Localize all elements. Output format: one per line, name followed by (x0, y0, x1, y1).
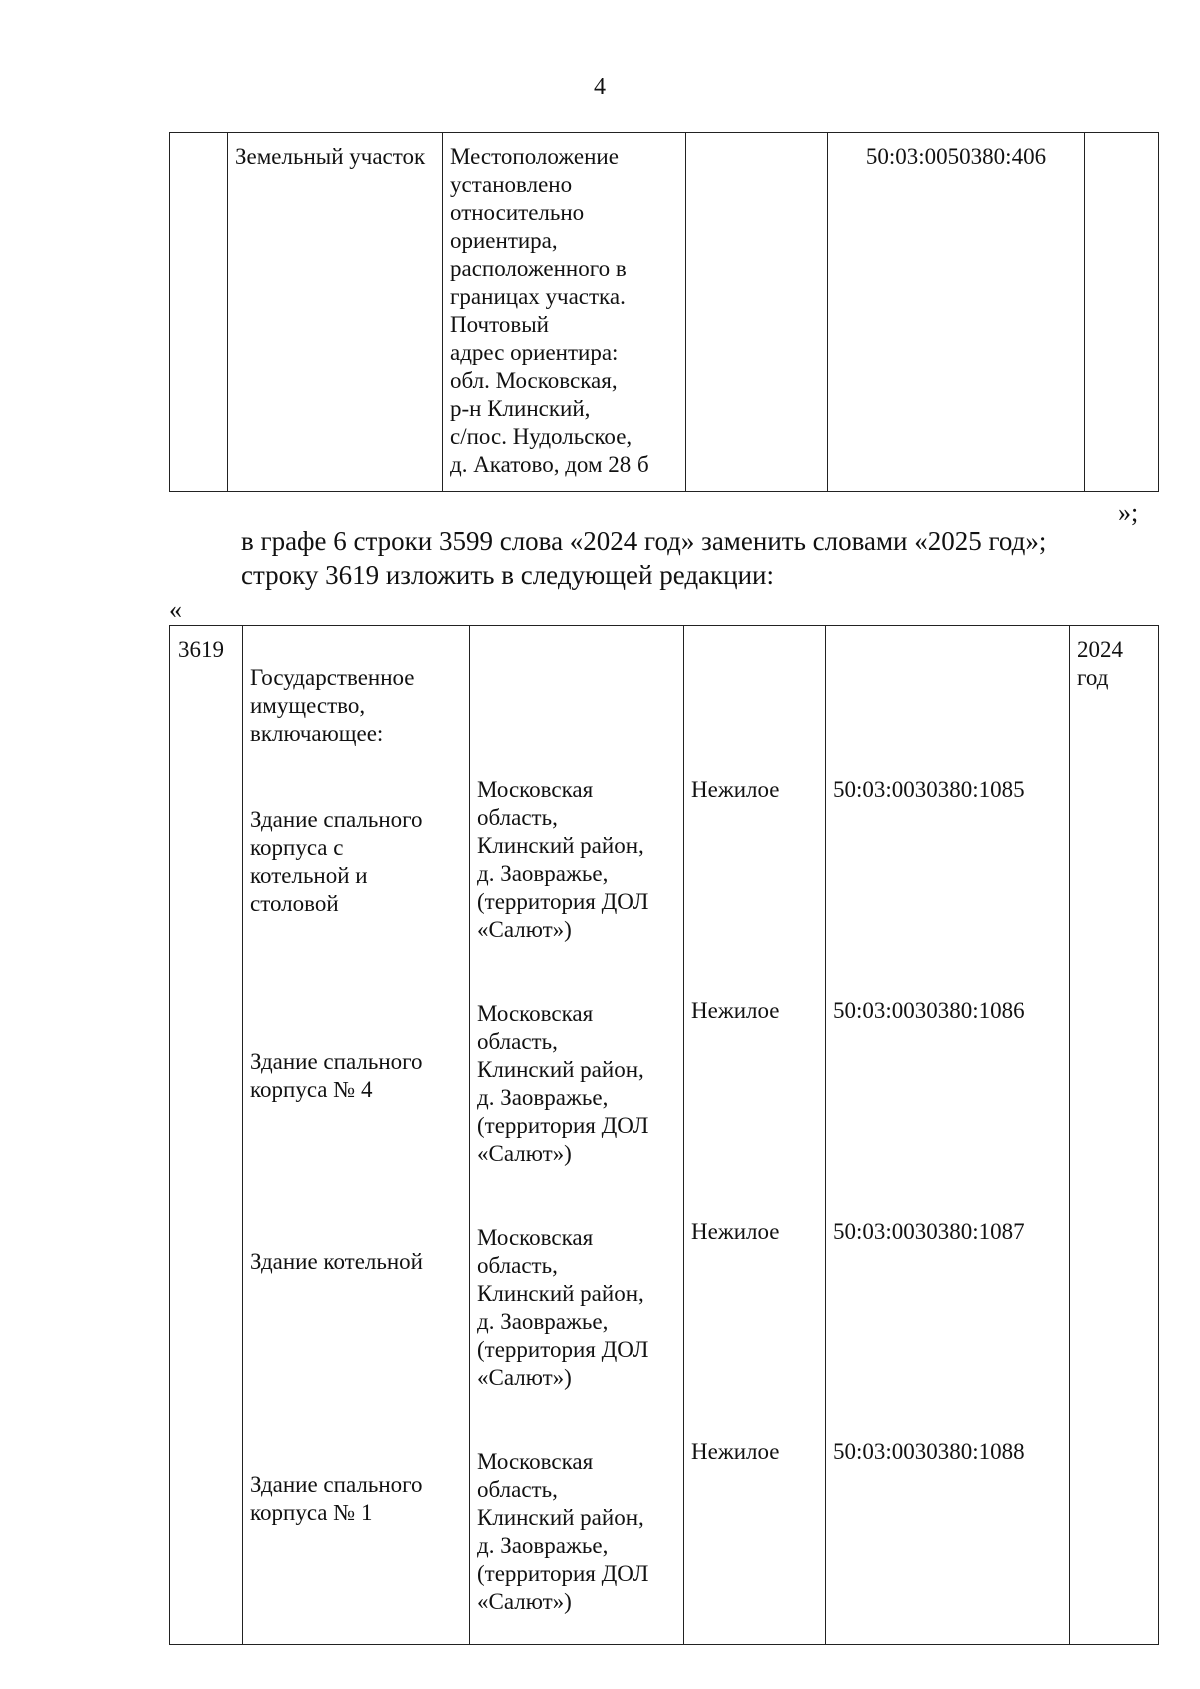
row-number-cell: 3619 (170, 626, 243, 1645)
item-address: Московская область, Клинский район, д. Заовражье, (территория ДОЛ «Салют») (477, 1001, 649, 1166)
object-name-cell: Земельный участок (228, 133, 443, 492)
item-cadastral-number: 50:03:0030380:1086 (833, 998, 1025, 1023)
purpose-cell (686, 133, 828, 492)
closing-quote: »; (1118, 498, 1139, 527)
opening-quote: « (169, 595, 182, 624)
item-name: Здание спального корпуса с котельной и столовой (250, 807, 423, 916)
row-number-cell (170, 133, 228, 492)
property-group-title: Государственное имущество, включающее: (250, 665, 415, 746)
item-address: Московская область, Клинский район, д. Заовражье, (территория ДОЛ «Салют») (477, 1225, 649, 1390)
table-row (170, 133, 1159, 492)
cadastral-number-cell: 50:03:0050380:406 (828, 133, 1085, 492)
item-name: Здание котельной (250, 1249, 423, 1274)
address-cell (470, 626, 684, 1645)
address-cell: Местоположение установлено относительно ориентира, расположенного в границах участка. Почтовый адрес ориентира: обл. Московская, р-н Клинский, с/пос. Нудольское, д. Акатово, дом 28 б (443, 133, 686, 492)
year-cell: 2024 год (1070, 626, 1159, 1645)
cadastral-number-cell (826, 626, 1070, 1645)
page-number: 4 (594, 74, 606, 100)
item-purpose: Нежилое (691, 998, 780, 1023)
property-table-row-3619 (169, 625, 1159, 1645)
table-row (170, 626, 1159, 1645)
item-name: Здание спального корпуса № 1 (250, 1472, 423, 1525)
property-table-continued (169, 132, 1159, 492)
purpose-cell (684, 626, 826, 1645)
year-cell (1085, 133, 1159, 492)
item-cadastral-number: 50:03:0030380:1085 (833, 777, 1025, 802)
item-purpose: Нежилое (691, 1439, 780, 1464)
amendment-paragraph: в графе 6 строки 3599 слова «2024 год» заменить словами «2025 год»; (241, 526, 1047, 556)
item-purpose: Нежилое (691, 777, 780, 802)
item-address: Московская область, Клинский район, д. Заовражье, (территория ДОЛ «Салют») (477, 1449, 649, 1614)
item-purpose: Нежилое (691, 1219, 780, 1244)
item-name: Здание спального корпуса № 4 (250, 1049, 423, 1102)
item-cadastral-number: 50:03:0030380:1087 (833, 1219, 1025, 1244)
item-cadastral-number: 50:03:0030380:1088 (833, 1439, 1025, 1464)
amendment-paragraph: строку 3619 изложить в следующей редакции: (241, 560, 775, 590)
object-name-cell (243, 626, 470, 1645)
item-address: Московская область, Клинский район, д. Заовражье, (территория ДОЛ «Салют») (477, 777, 649, 942)
